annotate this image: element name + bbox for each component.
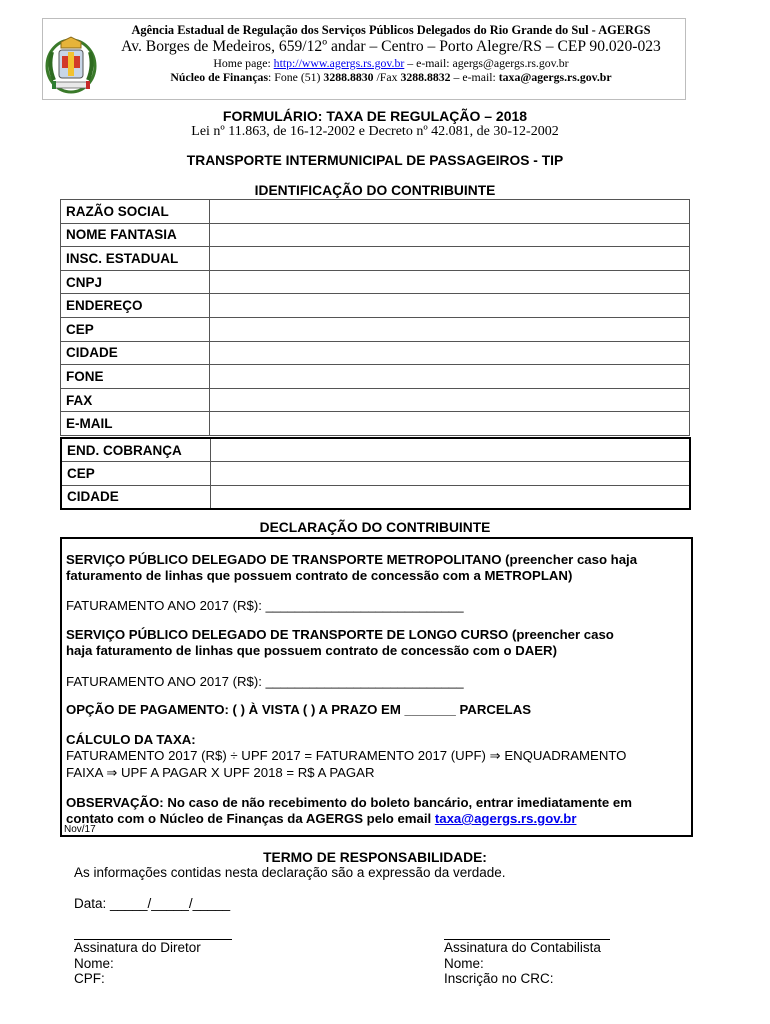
- identification-table: [60, 199, 690, 436]
- table-row: [61, 341, 690, 365]
- table-row: [61, 485, 690, 509]
- metro-service-line1: SERVIÇO PÚBLICO DELEGADO DE TRANSPORTE METROPOLITANO (preencher caso haja: [66, 552, 638, 567]
- observation-line1: OBSERVAÇÃO: No caso de não recebimento do boleto bancário, entrar imediatamente em: [66, 795, 632, 810]
- agency-homepage: Home page: http://www.agergs.rs.gov.br – e-mail: agergs@agergs.rs.gov.br: [213, 56, 569, 70]
- billing-city-field[interactable]: [211, 485, 691, 509]
- identification-heading: IDENTIFICAÇÃO DO CONTRIBUINTE: [254, 183, 496, 198]
- form-law: Lei nº 11.863, de 16-12-2002 e Decreto nº 42.081, de 30-12-2002: [191, 124, 559, 139]
- endereco-field[interactable]: [210, 294, 690, 318]
- field-label: CIDADE: [61, 485, 211, 509]
- field-label: INSC. ESTADUAL: [61, 247, 210, 271]
- field-label: ENDEREÇO: [61, 294, 210, 318]
- billing-cep-field[interactable]: [211, 462, 691, 485]
- homepage-link[interactable]: http://www.agergs.rs.gov.br: [273, 56, 405, 70]
- table-row: [61, 200, 690, 224]
- agency-name: Agência Estadual de Regulação dos Serviços Públicos Delegados do Rio Grande do Sul - AGERGS: [131, 23, 651, 37]
- table-row: [61, 412, 690, 436]
- form-title: FORMULÁRIO: TAXA DE REGULAÇÃO – 2018: [222, 108, 528, 124]
- form-subtitle: TRANSPORTE INTERMUNICIPAL DE PASSAGEIROS - TIP: [186, 153, 564, 168]
- rs-coat-of-arms-icon: [44, 34, 98, 96]
- calc-line1: FATURAMENTO 2017 (R$) ÷ UPF 2017 = FATURAMENTO 2017 (UPF) ⇒ ENQUADRAMENTO: [66, 748, 627, 763]
- finance-contact: Núcleo de Finanças: Fone (51) 3288.8830 /Fax 3288.8832 – e-mail: taxa@agergs.rs.gov.br: [170, 70, 612, 84]
- accountant-name-field[interactable]: Nome:: [444, 956, 484, 971]
- observation-line2: contato com o Núcleo de Finanças da AGERGS pelo email taxa@agergs.rs.gov.br: [66, 811, 577, 826]
- director-signature-label: Assinatura do Diretor: [74, 940, 201, 955]
- table-row: [61, 462, 690, 485]
- accountant-signature-label: Assinatura do Contabilista: [444, 940, 601, 955]
- field-label: CNPJ: [61, 270, 210, 294]
- long-haul-service-line2: haja faturamento de linhas que possuem contrato de concessão com o DAER): [66, 643, 557, 658]
- calc-heading: CÁLCULO DA TAXA:: [66, 732, 196, 747]
- field-label: END. COBRANÇA: [61, 438, 211, 462]
- field-label: CEP: [61, 462, 211, 485]
- metro-service-line2: faturamento de linhas que possuem contrato de concessão com a METROPLAN): [66, 568, 573, 583]
- revenue-metro-field[interactable]: FATURAMENTO ANO 2017 (R$): ___________________________: [66, 598, 464, 613]
- table-row: [61, 247, 690, 271]
- fone-field[interactable]: [210, 365, 690, 389]
- declaration-heading: DECLARAÇÃO DO CONTRIBUINTE: [259, 520, 491, 535]
- field-label: RAZÃO SOCIAL: [61, 200, 210, 224]
- table-row: [61, 388, 690, 412]
- finance-email: taxa@agergs.rs.gov.br: [498, 70, 612, 84]
- accountant-crc-field[interactable]: Inscrição no CRC:: [444, 971, 554, 986]
- date-field[interactable]: Data: _____/_____/_____: [74, 896, 231, 911]
- director-cpf-field[interactable]: CPF:: [74, 971, 105, 986]
- email-field[interactable]: [210, 412, 690, 436]
- field-label: FONE: [61, 365, 210, 389]
- form-version: Nov/17: [64, 824, 96, 835]
- calc-line2: FAIXA ⇒ UPF A PAGAR X UPF 2018 = R$ A PAGAR: [66, 765, 375, 780]
- field-label: CIDADE: [61, 341, 210, 365]
- field-label: FAX: [61, 388, 210, 412]
- finance-email-link[interactable]: taxa@agergs.rs.gov.br: [434, 811, 577, 826]
- table-row: [61, 365, 690, 389]
- cnpj-field[interactable]: [210, 270, 690, 294]
- field-label: CEP: [61, 317, 210, 341]
- long-haul-service-line1: SERVIÇO PÚBLICO DELEGADO DE TRANSPORTE DE LONGO CURSO (preencher caso: [66, 627, 614, 642]
- responsibility-heading: TERMO DE RESPONSABILIDADE:: [263, 850, 487, 865]
- table-row: [61, 223, 690, 247]
- fax-field[interactable]: [210, 388, 690, 412]
- finance-fax: 3288.8832: [400, 70, 451, 84]
- table-row: [61, 270, 690, 294]
- cep-field[interactable]: [210, 317, 690, 341]
- payment-option[interactable]: OPÇÃO DE PAGAMENTO: ( ) À VISTA ( ) A PRAZO EM _______ PARCELAS: [66, 702, 532, 717]
- insc-estadual-field[interactable]: [210, 247, 690, 271]
- table-row: [61, 438, 690, 462]
- responsibility-statement: As informações contidas nesta declaração são a expressão da verdade.: [74, 865, 506, 880]
- field-label: E-MAIL: [61, 412, 210, 436]
- agency-address: Av. Borges de Medeiros, 659/12º andar – Centro – Porto Alegre/RS – CEP 90.020-023: [121, 38, 661, 55]
- revenue-long-haul-field[interactable]: FATURAMENTO ANO 2017 (R$): ___________________________: [66, 674, 464, 689]
- field-label: NOME FANTASIA: [61, 223, 210, 247]
- billing-table: [60, 437, 691, 510]
- razao-social-field[interactable]: [210, 200, 690, 224]
- director-name-field[interactable]: Nome:: [74, 956, 114, 971]
- nome-fantasia-field[interactable]: [210, 223, 690, 247]
- cidade-field[interactable]: [210, 341, 690, 365]
- table-row: [61, 317, 690, 341]
- billing-address-field[interactable]: [211, 438, 691, 462]
- finance-phone: 3288.8830: [323, 70, 374, 84]
- finance-label: Núcleo de Finanças: [170, 70, 269, 84]
- table-row: [61, 294, 690, 318]
